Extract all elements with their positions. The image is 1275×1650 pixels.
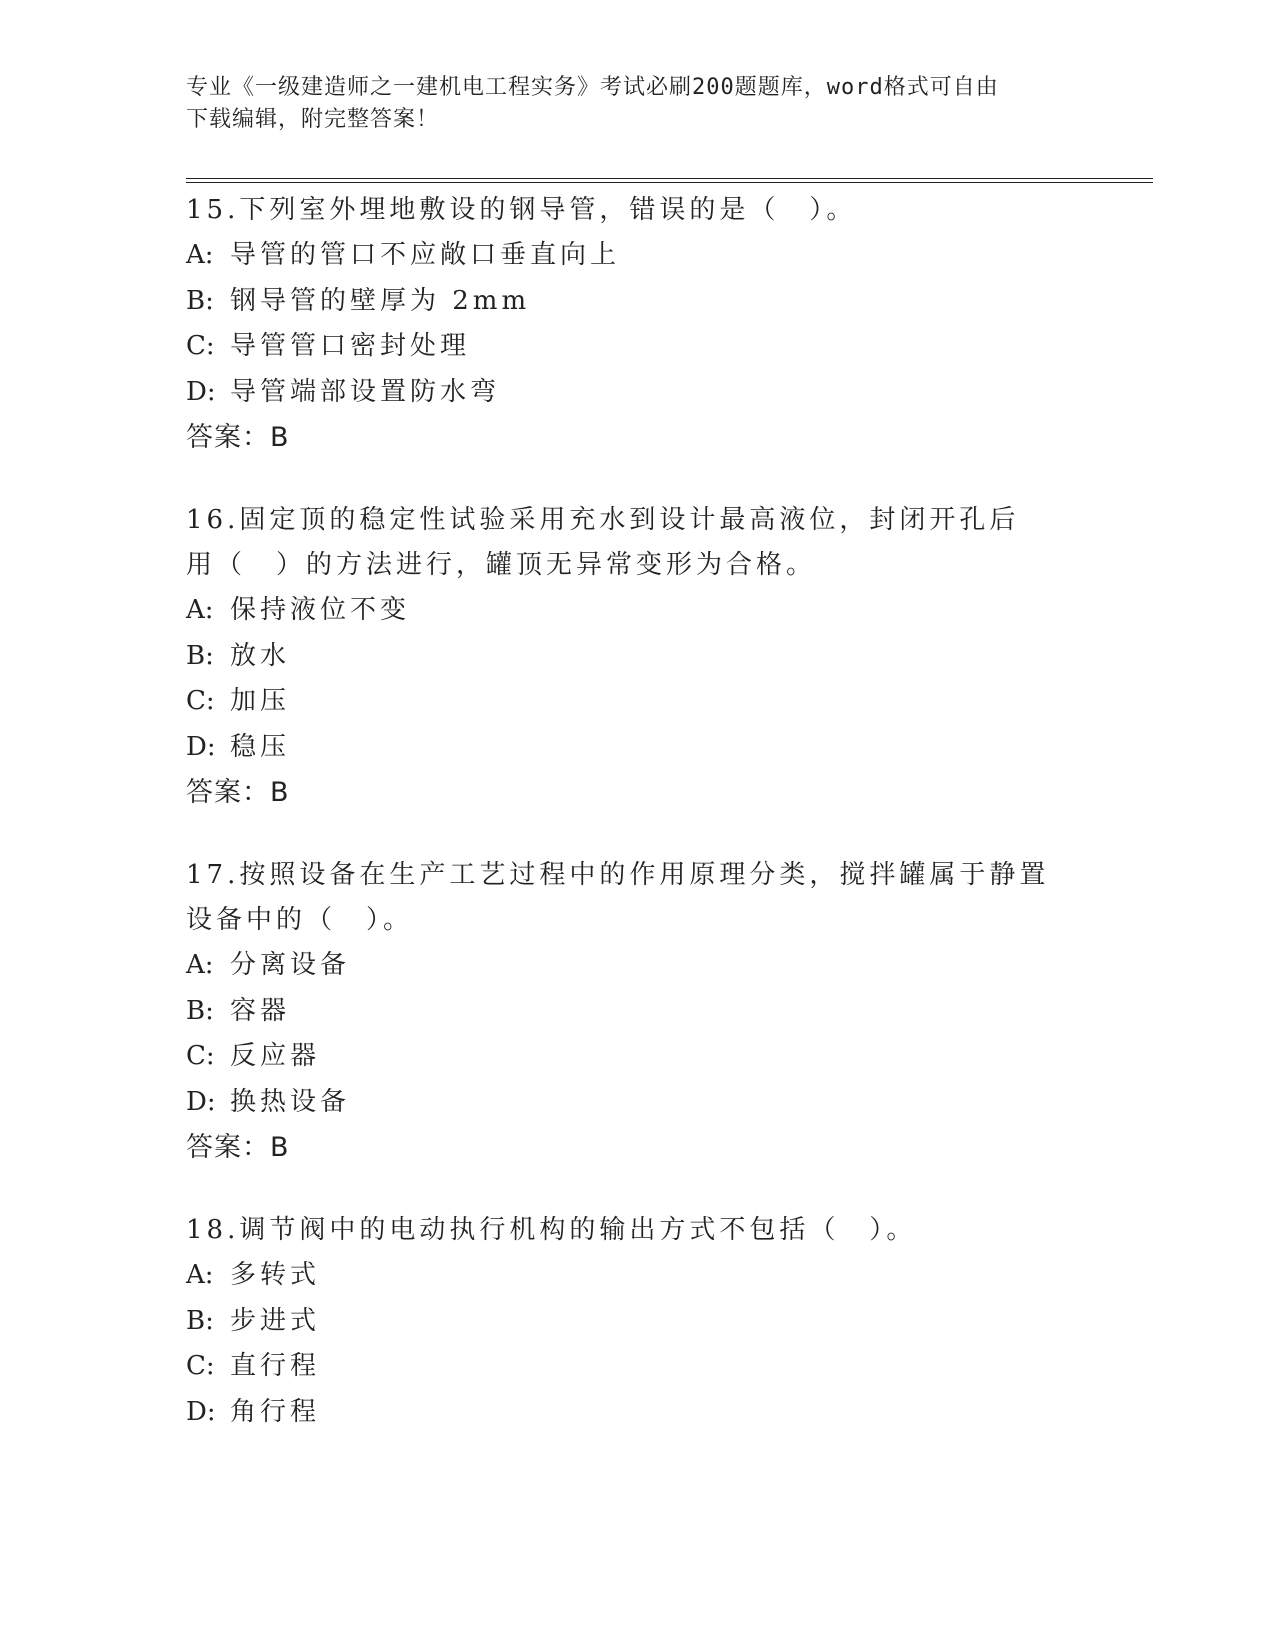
option-text: 放水 — [230, 640, 291, 671]
option-letter: A: — [186, 240, 214, 270]
intro-line-2: 下载编辑，附完整答案！ — [186, 107, 440, 132]
option-letter: A: — [186, 1260, 214, 1290]
option-d — [186, 725, 1086, 771]
answer-line: 答案：B — [186, 1132, 290, 1163]
question-16 — [186, 498, 1086, 815]
question-stem: 16.固定顶的稳定性试验采用充水到设计最高液位，封闭开孔后用（ ）的方法进行，罐顶无异常变形为合格。 — [186, 505, 1020, 580]
option-text: 保持液位不变 — [230, 595, 411, 625]
option-d — [186, 1390, 1086, 1436]
option-text: 步进式 — [230, 1305, 321, 1336]
option-b — [186, 1299, 1086, 1345]
option-letter: B: — [186, 1305, 214, 1336]
intro-line-1: 专业《一级建造师之一建机电工程实务》考试必刷200题题库，word格式可自由 — [186, 75, 999, 100]
option-c — [186, 1344, 1086, 1390]
question-list — [186, 188, 1086, 1473]
option-text: 换热设备 — [230, 1086, 351, 1117]
option-text: 导管端部设置防水弯 — [230, 376, 501, 407]
option-text: 钢导管的壁厚为 2mm — [230, 285, 531, 316]
option-text: 角行程 — [230, 1396, 321, 1427]
option-text: 稳压 — [230, 731, 291, 762]
option-letter: B: — [186, 640, 214, 671]
document-intro — [186, 72, 1086, 136]
option-letter: B: — [186, 285, 214, 316]
option-a — [186, 943, 1086, 989]
option-b — [186, 634, 1086, 680]
header-divider-bottom — [186, 182, 1153, 183]
option-a — [186, 1253, 1086, 1299]
option-d — [186, 370, 1086, 416]
option-letter: A: — [186, 595, 214, 625]
option-letter: C: — [186, 1041, 215, 1071]
option-text: 多转式 — [230, 1260, 321, 1290]
option-text: 直行程 — [230, 1351, 321, 1381]
option-a — [186, 588, 1086, 634]
option-text: 导管管口密封处理 — [230, 331, 471, 361]
option-a — [186, 233, 1086, 279]
question-stem: 15.下列室外埋地敷设的钢导管，错误的是（ ）。 — [186, 195, 857, 225]
question-15 — [186, 188, 1086, 460]
answer-line: 答案：B — [186, 422, 290, 453]
option-d — [186, 1080, 1086, 1126]
question-17 — [186, 853, 1086, 1170]
option-letter: B: — [186, 995, 214, 1026]
option-letter: D: — [186, 1396, 216, 1427]
option-c — [186, 324, 1086, 370]
option-text: 分离设备 — [230, 950, 351, 980]
option-letter: D: — [186, 376, 216, 407]
question-stem: 17.按照设备在生产工艺过程中的作用原理分类，搅拌罐属于静置设备中的（ ）。 — [186, 860, 1050, 935]
option-letter: C: — [186, 331, 215, 361]
option-b — [186, 989, 1086, 1035]
option-letter: C: — [186, 1351, 215, 1381]
question-stem: 18.调节阀中的电动执行机构的输出方式不包括（ ）。 — [186, 1215, 917, 1245]
option-text: 加压 — [230, 686, 291, 716]
option-c — [186, 1034, 1086, 1080]
option-text: 反应器 — [230, 1041, 321, 1071]
option-text: 容器 — [230, 995, 291, 1026]
option-text: 导管的管口不应敞口垂直向上 — [230, 240, 621, 270]
option-c — [186, 679, 1086, 725]
question-18 — [186, 1208, 1086, 1435]
option-letter: D: — [186, 731, 216, 762]
option-letter: C: — [186, 686, 215, 716]
answer-line: 答案：B — [186, 777, 290, 808]
header-divider-top — [186, 178, 1153, 179]
option-letter: A: — [186, 950, 214, 980]
option-letter: D: — [186, 1086, 216, 1117]
option-b — [186, 279, 1086, 325]
